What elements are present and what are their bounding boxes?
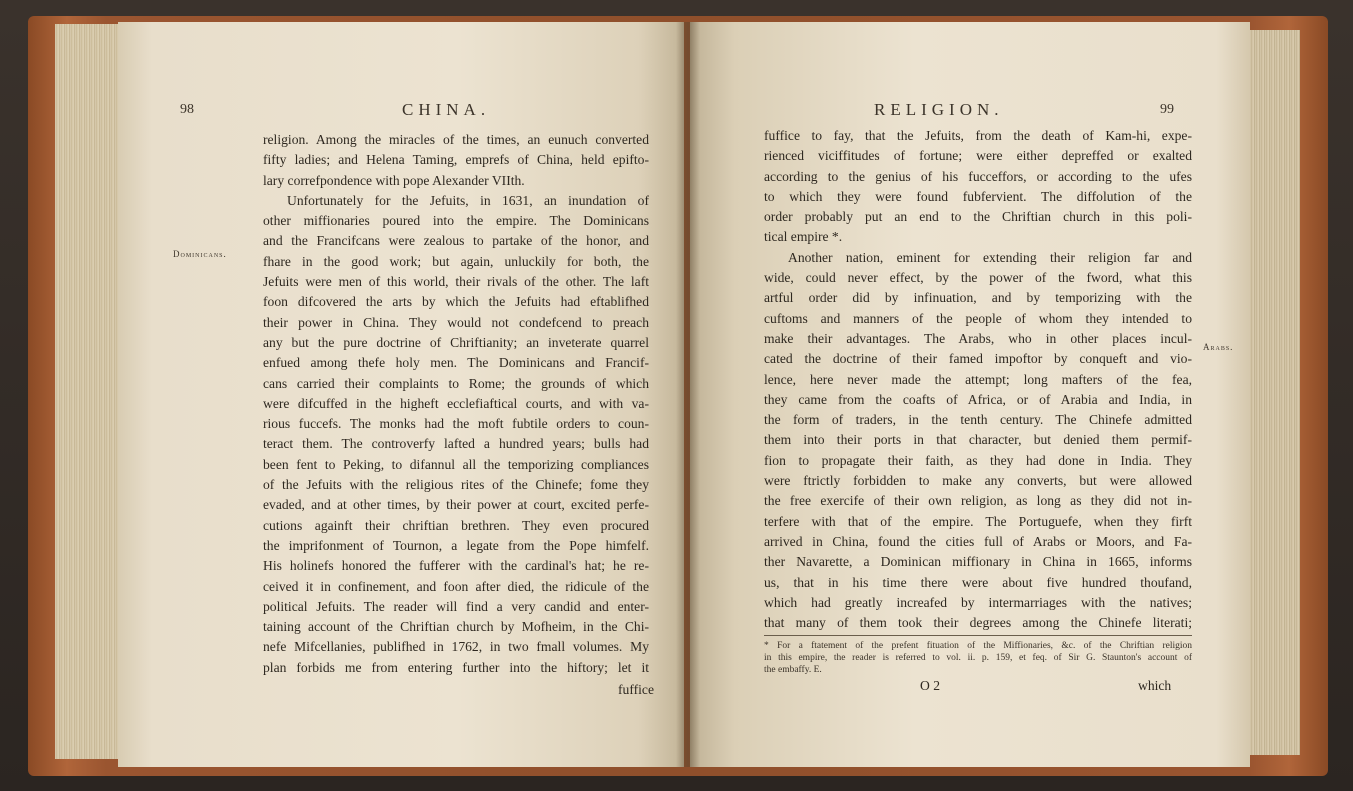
text-line: arrived in China, found the cities full of Arabs or Moors, and Fa-: [764, 533, 1192, 549]
page-edges-left: [55, 24, 125, 759]
text-line: fuffice to fay, that the Jefuits, from the death of Kam-hi, expe-: [764, 128, 1192, 143]
signature-mark: O 2: [920, 678, 941, 693]
text-line: which had greatly increafed by intermarriages with the natives;: [764, 594, 1192, 610]
text-line: been fent to Peking, to difannul all the temporizing compliances: [263, 456, 649, 472]
footnote-rule: [764, 635, 1192, 636]
text-line: ther Navarette, a Dominican miffionary in China in 1665, informs: [764, 554, 1192, 570]
footnote-line: in this empire, the reader is referred to vol. ii. p. 159, et feq. of Sir G. Staunton's account of: [764, 653, 1192, 663]
text-line: lence, here never made the attempt; long mafters of the fea,: [764, 371, 1192, 387]
text-line: cans carried their complaints to Rome; the grounds of which: [263, 375, 649, 391]
text-line: that many of them took their degrees among the Chinefe literati;: [764, 615, 1192, 631]
text-line: them into their ports in that character, but denied them permif-: [764, 432, 1192, 448]
text-line: were ftrictly forbidden to make any converts, but were allowed: [764, 473, 1192, 489]
text-line: political Jefuits. The reader will find a very candid and enter-: [263, 598, 649, 614]
text-line: enfued among thefe holy men. The Dominicans and Francif-: [263, 355, 649, 371]
text-line: rious fuccefs. The monks had the moft fubtile orders to coun-: [263, 416, 649, 432]
text-line: other miffionaries poured into the empire. The Dominicans: [263, 213, 649, 229]
right-sidenote: Arabs.: [1203, 342, 1234, 352]
text-line: the free exercife of their own religion, as long as they did not in-: [764, 493, 1192, 509]
right-folio: 99: [1160, 102, 1174, 117]
text-line: their power in China. They would not condefcend to preach: [263, 314, 649, 330]
text-line: any but the pure doctrine of Chriftianity; an inveterate quarrel: [263, 334, 649, 350]
text-line: make their advantages. The Arabs, who in other places incul-: [764, 330, 1192, 346]
text-line: Unfortunately for the Jefuits, in 1631, an inundation of: [287, 192, 649, 208]
text-line: foon difcovered the arts by which the Jefuits had eftablifhed: [263, 294, 649, 310]
text-line: cated the doctrine of their famed impoftor by conqueft and vio-: [764, 351, 1192, 367]
text-line: cutions againft their chriftian brethren. They even procured: [263, 517, 649, 533]
text-line: ceived it in confinement, and foon after died, the ridicule of the: [263, 578, 649, 594]
text-line: plan forbids me from entering further into the hiftory; let it: [263, 659, 649, 675]
text-line: nefe Mifcellanies, publifhed in 1762, in two fmall volumes. My: [263, 639, 649, 655]
text-line: cuftoms and manners of the people of whom they intended to: [764, 310, 1192, 326]
text-line: terfere with that of the empire. The Portuguefe, when they firft: [764, 513, 1192, 529]
text-line: of the Jefuits with the religious rites of the Chinefe; fome they: [263, 477, 649, 493]
text-line: lary correfpondence with pope Alexander VIIth.: [263, 172, 525, 188]
left-running-head: CHINA.: [402, 100, 491, 119]
text-line: and the Francifcans were zealous to partake of the honor, and: [263, 233, 649, 249]
text-line: the imprifonment of Tournon, a legate from the Pope himfelf.: [263, 537, 649, 553]
text-line: religion. Among the miracles of the times, an eunuch converted: [263, 132, 649, 147]
text-line: order probably put an end to the Chriftian church in this poli-: [764, 209, 1192, 225]
footnote: [764, 640, 1192, 676]
footnote-line: the embaffy. E.: [764, 665, 822, 675]
left-body-text: [263, 130, 649, 678]
text-line: fhare in the good work; but again, unluckily for both, the: [263, 253, 649, 269]
text-line: evaded, and at other times, by their power at court, excited perfe-: [263, 497, 649, 513]
right-running-head: RELIGION.: [874, 100, 1004, 119]
text-line: tical empire *.: [764, 229, 843, 245]
text-line: they came from the coafts of Africa, or of Arabia and India, in: [764, 391, 1192, 407]
text-line: taining account of the Chriftian church by Mofheim, in the Chi-: [263, 619, 649, 635]
left-catchword: fuffice: [618, 682, 654, 697]
right-body-text: [764, 126, 1192, 633]
left-page: [118, 22, 684, 767]
text-line: Jefuits were men of this world, their rivals of the other. The laft: [263, 274, 649, 290]
text-line: His holinefs honored the fufferer with the cardinal's hat; he re-: [263, 558, 649, 574]
text-line: teract them. The controverfy lafted a hundred years; bulls had: [263, 436, 649, 452]
book-gutter: [676, 22, 700, 767]
text-line: fifty ladies; and Helena Taming, emprefs of China, held epifto-: [263, 152, 649, 168]
text-line: Another nation, eminent for extending their religion far and: [788, 249, 1192, 265]
text-line: were difcuffed in the higheft ecclefiaftical courts, and with va-: [263, 395, 649, 411]
left-folio: 98: [180, 102, 194, 117]
text-line: artful order did by infinuation, and by temporizing with the: [764, 290, 1192, 306]
right-catchword: which: [1138, 678, 1172, 693]
page-edges-right: [1245, 30, 1300, 755]
text-line: fion to propagate their faith, as they had done in India. They: [764, 452, 1192, 468]
footnote-line: * For a ftatement of the prefent fituation of the Miffionaries, &c. of the Chriftian religion: [764, 641, 1192, 651]
text-line: wide, could never effect, by the power of the fword, what this: [764, 270, 1192, 286]
text-line: the form of traders, in the tenth century. The Chinefe admitted: [764, 412, 1192, 428]
left-sidenote: Dominicans.: [173, 249, 227, 259]
text-line: according to the genius of his fucceffors, or according to the ufes: [764, 168, 1192, 184]
text-line: us, that in his time there were about five hundred thoufand,: [764, 574, 1192, 590]
right-page: [690, 22, 1250, 767]
text-line: rienced viciffitudes of fortune; were either depreffed or exalted: [764, 148, 1192, 164]
text-line: to which they were found fubfervient. The diffolution of the: [764, 188, 1192, 204]
